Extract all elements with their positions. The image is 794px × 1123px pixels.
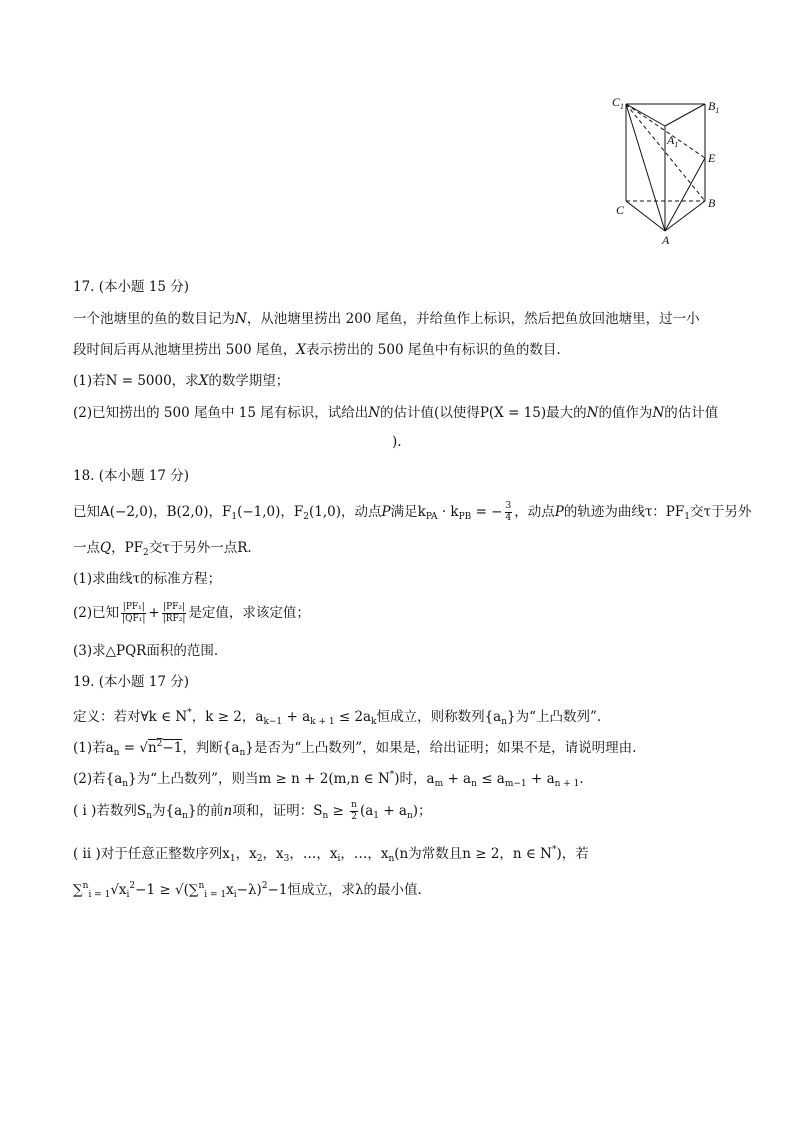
label-b1: $B_1$ [708, 99, 720, 115]
label-a1: $A_1$ [667, 133, 679, 149]
label-b: B [708, 196, 716, 210]
q18-stem-line2: 一点Q，$PF_2$交τ于另外一点R. [73, 540, 252, 558]
q17-part2: (2)已知捞出的 500 尾鱼中 15 尾有标识，试给出N的估计值(以使得P(X = 15)最大的N的值作为N的估计值 [73, 405, 719, 421]
q18-part3: (3)求△PQR面积的范围. [73, 643, 219, 659]
q19-definition: 定义：若对∀k ∈ N*，k ≥ 2，$a_{k-1} + a_{k + 1} \le 2a_k$恒成立，则称数列$\{a_n\}$为“上凸数列”. [73, 708, 602, 727]
edge-c-a [626, 201, 665, 231]
q19-header: 19. (本小题 17 分) [73, 674, 190, 690]
q19-part2-i: ( ⅰ )若数列$S_n$为$\{a_n\}$的前n项和，证明：$S_n$ ≥ $\frac{n}{2}$ $(a_1 + a_n)$； [73, 800, 432, 822]
prism-figure [600, 88, 740, 248]
q17-stem-line1: 一个池塘里的鱼的数目记为N，从池塘里捞出 200 尾鱼，并给鱼作上标识，然后把鱼放回池塘里，过一小 [73, 311, 700, 327]
q19-inequality: $\sum^n_{i = 1}√x_i^2-1 \ge √(\sum^n_{i = 1}x_i-\lambda)^2-1$恒成立，求λ的最小值. [73, 881, 422, 900]
q19-part2: (2)若$\{a_n\}$为“上凸数列”，则当m ≥ n + 2(m,n ∈ N*)时，$a_m + a_n \le a_{m-1} + a_{n + 1}$. [73, 770, 584, 789]
label-e: E [708, 151, 716, 165]
label-a: A [662, 233, 670, 247]
q17-part1: (1)若N = 5000，求X的数学期望； [73, 373, 290, 389]
q18-header: 18. (本小题 17 分) [73, 468, 190, 484]
fraction-three-quarters: $\frac{3}{4}$ [505, 501, 512, 523]
q18-part2: (2)已知 $\frac{\text{|PF₁|}}{\text{|QF₁|}}$ + $\frac{\text{|PF₂|}}{\text{|RF₂|}}$ 是定值，求该定值； [73, 602, 310, 624]
edge-a1-b1 [665, 104, 705, 126]
q19-part1: (1)若$a_n = √n^2-1$，判断$\{a_n\}$是否为“上凸数列”，如果是，给出证明；如果不是，请说明理由. [73, 739, 637, 758]
q18-part1: (1)求曲线τ的标准方程； [73, 571, 222, 587]
segment-a-e [665, 158, 705, 231]
fraction-pf2-rf2: $\frac{\text{|PF₂|}}{\text{|RF₂|}}$ [162, 602, 186, 624]
edge-a-b [665, 201, 705, 231]
q17-part2-close: ). [392, 434, 402, 450]
label-c: C [616, 203, 625, 217]
q18-stem-line1: 已知A(−2,0)，B(2,0)，$F_1(-1,0)$，$F_2(1,0)$，动点P满足$k_{PA} \cdot k_{PB}$ = − $\frac{3}{4}$ ，动点P的轨迹为曲线τ：$PF_1$交τ于另外 [73, 501, 752, 523]
label-c1: $C_1$ [612, 95, 625, 111]
fraction-pf1-qf1: $\frac{\text{|PF₁|}}{\text{|QF₁|}}$ [122, 602, 146, 624]
fraction-n-over-2: $\frac{n}{2}$ [351, 800, 357, 822]
q19-part2-ii: ( ⅱ )对于任意正整数序列$x_1$，$x_2$，$x_3$，…，$x_i$，…，$x_n(n$为常数且n ≥ 2，n ∈ N*)，若 [73, 845, 589, 864]
q17-stem-line2: 段时间后再从池塘里捞出 500 尾鱼，X表示捞出的 500 尾鱼中有标识的鱼的数目. [73, 342, 561, 358]
q17-header: 17. (本小题 15 分) [73, 279, 190, 295]
